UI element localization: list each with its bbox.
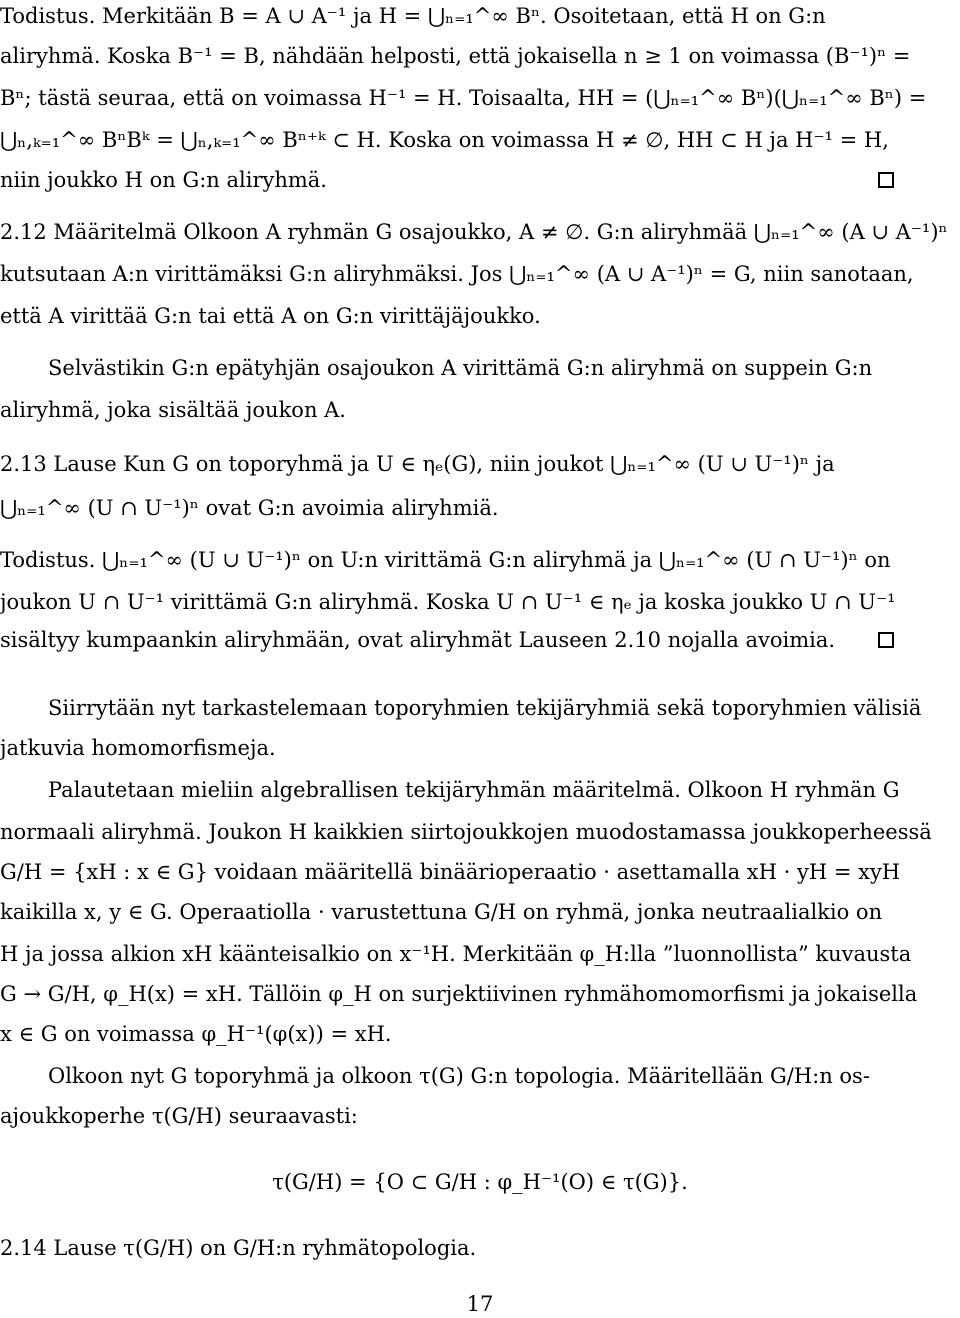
paragraph-line-1: Selvästikin G:n epätyhjän osajoukon A virittämä G:n aliryhmä on suppein G:n bbox=[48, 356, 873, 380]
paragraph-line-6: normaali aliryhmä. Joukon H kaikkien siirtojoukkojen muodostamassa joukkoperheessä bbox=[0, 820, 932, 844]
theorem-2-14: 2.14 Lause τ(G/H) on G/H:n ryhmätopologia. bbox=[0, 1236, 477, 1260]
theorem-2-13-line-2: ⋃ₙ₌₁^∞ (U ∩ U⁻¹)ⁿ ovat G:n avoimia aliryhmiä. bbox=[0, 496, 499, 520]
display-equation: τ(G/H) = {O ⊂ G/H : φ_H⁻¹(O) ∈ τ(G)}. bbox=[272, 1170, 688, 1194]
definition-2-12-line-2: kutsutaan A:n virittämäksi G:n aliryhmäksi. Jos ⋃ₙ₌₁^∞ (A ∪ A⁻¹)ⁿ = G, niin sanotaan, bbox=[0, 262, 914, 286]
page-number: 17 bbox=[466, 1292, 494, 1316]
paragraph-line-12: Olkoon nyt G toporyhmä ja olkoon τ(G) G:n topologia. Määritellään G/H:n os- bbox=[48, 1064, 870, 1088]
paragraph-line-10: G → G/H, φ_H(x) = xH. Tällöin φ_H on surjektiivinen ryhmähomomorfismi ja jokaisella bbox=[0, 982, 918, 1006]
proof-line-1: Todistus. ⋃ₙ₌₁^∞ (U ∪ U⁻¹)ⁿ on U:n virittämä G:n aliryhmä ja ⋃ₙ₌₁^∞ (U ∩ U⁻¹)ⁿ on bbox=[0, 548, 891, 572]
paragraph-line-2: aliryhmä, joka sisältää joukon A. bbox=[0, 398, 346, 422]
qed-square-icon bbox=[878, 632, 894, 648]
text-line-4: ⋃ₙ,ₖ₌₁^∞ BⁿBᵏ = ⋃ₙ,ₖ₌₁^∞ Bⁿ⁺ᵏ ⊂ H. Koska on voimassa H ≠ ∅, HH ⊂ H ja H⁻¹ = H, bbox=[0, 128, 889, 152]
paragraph-line-5: Palautetaan mieliin algebrallisen tekijäryhmän määritelmä. Olkoon H ryhmän G bbox=[48, 778, 900, 802]
text-line-2: aliryhmä. Koska B⁻¹ = B, nähdään helposti, että jokaisella n ≥ 1 on voimassa (B⁻¹)ⁿ = bbox=[0, 44, 911, 68]
theorem-2-13-line-1: 2.13 Lause Kun G on toporyhmä ja U ∈ ηₑ(G), niin joukot ⋃ₙ₌₁^∞ (U ∪ U⁻¹)ⁿ ja bbox=[0, 452, 835, 476]
proof-line-2: joukon U ∩ U⁻¹ virittämä G:n aliryhmä. Koska U ∩ U⁻¹ ∈ ηₑ ja koska joukko U ∩ U⁻¹ bbox=[0, 590, 896, 614]
paragraph-line-3: Siirrytään nyt tarkastelemaan toporyhmien tekijäryhmiä sekä toporyhmien välisiä bbox=[48, 696, 922, 720]
paragraph-line-9: H ja jossa alkion xH käänteisalkio on x⁻¹H. Merkitään φ_H:lla ”luonnollista” kuvausta bbox=[0, 942, 912, 966]
qed-square-icon bbox=[878, 172, 894, 188]
paragraph-line-4: jatkuvia homomorfismeja. bbox=[0, 736, 276, 760]
definition-2-12-line-3: että A virittää G:n tai että A on G:n virittäjäjoukko. bbox=[0, 304, 541, 328]
paragraph-line-7: G/H = {xH : x ∈ G} voidaan määritellä binäärioperaatio · asettamalla xH · yH = xyH bbox=[0, 860, 901, 884]
text-line-3: Bⁿ; tästä seuraa, että on voimassa H⁻¹ = H. Toisaalta, HH = (⋃ₙ₌₁^∞ Bⁿ)(⋃ₙ₌₁^∞ Bⁿ) = bbox=[0, 86, 927, 110]
proof-line-3: sisältyy kumpaankin aliryhmään, ovat aliryhmät Lauseen 2.10 nojalla avoimia. bbox=[0, 628, 836, 652]
text-line-5: niin joukko H on G:n aliryhmä. bbox=[0, 168, 327, 192]
definition-2-12-line-1: 2.12 Määritelmä Olkoon A ryhmän G osajoukko, A ≠ ∅. G:n aliryhmää ⋃ₙ₌₁^∞ (A ∪ A⁻¹)ⁿ bbox=[0, 220, 948, 244]
paragraph-line-8: kaikilla x, y ∈ G. Operaatiolla · varustettuna G/H on ryhmä, jonka neutraalialkio on bbox=[0, 900, 883, 924]
paragraph-line-11: x ∈ G on voimassa φ_H⁻¹(φ(x)) = xH. bbox=[0, 1022, 392, 1046]
paragraph-line-13: ajoukkoperhe τ(G/H) seuraavasti: bbox=[0, 1104, 358, 1128]
text-line-1: Todistus. Merkitään B = A ∪ A⁻¹ ja H = ⋃ₙ₌₁^∞ Bⁿ. Osoitetaan, että H on G:n bbox=[0, 4, 826, 28]
